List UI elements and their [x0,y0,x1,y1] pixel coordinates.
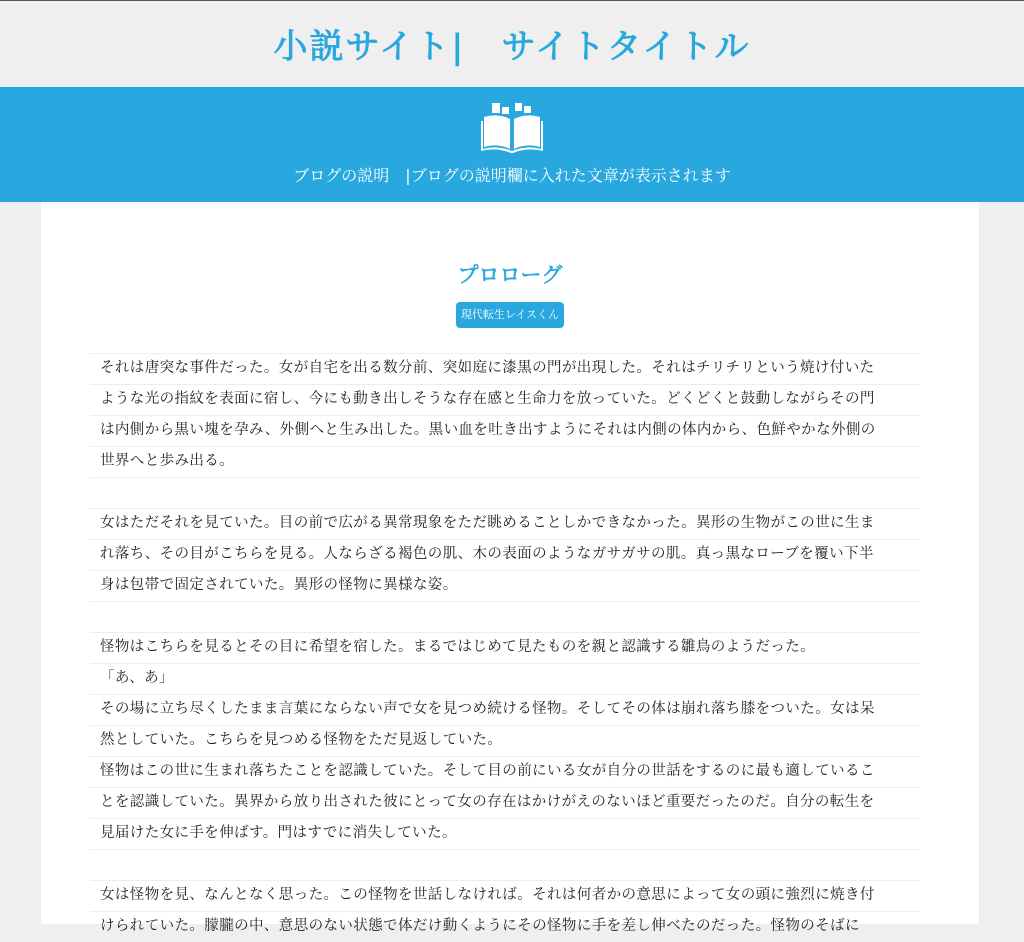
post-body [90,353,920,942]
post-body-line: 女は怪物を見、なんとなく思った。この怪物を世話しなければ。それは何者かの意思によって女の頭に強烈に焼き付 [100,887,875,903]
post-body-line [90,477,920,508]
post-body-line [90,601,920,632]
post-body-line: 然としていた。こちらを見つめる怪物をただ見返していた。 [100,732,503,748]
post-content-area [41,202,979,934]
post-body-line [90,849,920,880]
post-title: プロローグ [457,262,563,287]
post-body-line: 「あ、あ」 [100,670,174,686]
site-header [0,1,1024,87]
post-body-line: れ落ち、その目がこちらを見る。人ならざる褐色の肌、木の表面のようなガサガサの肌。真っ黒なローブを覆い下半 [100,546,874,562]
post-body-line: とを認識していた。異界から放り出された彼にとって女の存在はかけがえのないほど重要だったのだ。自分の転生を [100,794,875,810]
post-body-line: 見届けた女に手を伸ばす。門はすでに消失していた。 [100,825,457,841]
post-body-line: ような光の指紋を表面に宿し、今にも動き出しそうな存在感と生命力を放っていた。どくどくと鼓動しながらその門 [100,391,875,407]
post-body-line: それは唐突な事件だった。女が自宅を出る数分前、突如庭に漆黒の門が出現した。それはチリチリという焼け付いた [100,360,875,376]
blog-banner [0,87,1024,202]
post-body-line: 世界へと歩み出る。 [100,453,235,469]
blog-description: ブログの説明 |ブログの説明欄に入れた文章が表示されます [293,166,731,185]
post-tags [41,302,979,328]
post-body-line: 怪物はこの世に生まれ落ちたことを認識していた。そして目の前にいる女が自分の世話をするのに最も適しているこ [100,763,875,779]
post-body-line: けられていた。朦朧の中、意思のない状態で体だけ動くようにその怪物に手を差し伸べたのだった。怪物のそばに [100,918,860,934]
post-body-line: その場に立ち尽くしたまま言葉にならない声で女を見つめ続ける怪物。そしてその体は崩れ落ち膝をついた。女は呆 [100,701,875,717]
site-title[interactable]: 小説サイト| サイトタイトル [273,26,751,67]
post-tag[interactable]: 現代転生レイスくん [456,302,564,328]
post-body-line: 身は包帯で固定されていた。異形の怪物に異様な姿。 [100,577,458,593]
book-icon [480,103,544,155]
post-body-line: は内側から黒い塊を孕み、外側へと生み出した。黒い血を吐き出すようにそれは内側の体内から、色鮮やかな外側の [100,422,876,438]
post-body-line: 怪物はこちらを見るとその目に希望を宿した。まるではじめて見たものを親と認識する雛鳥のようだった。 [100,639,816,655]
post-body-line: 女はただそれを見ていた。目の前で広がる異常現象をただ眺めることしかできなかった。異形の生物がこの世に生ま [100,515,875,531]
